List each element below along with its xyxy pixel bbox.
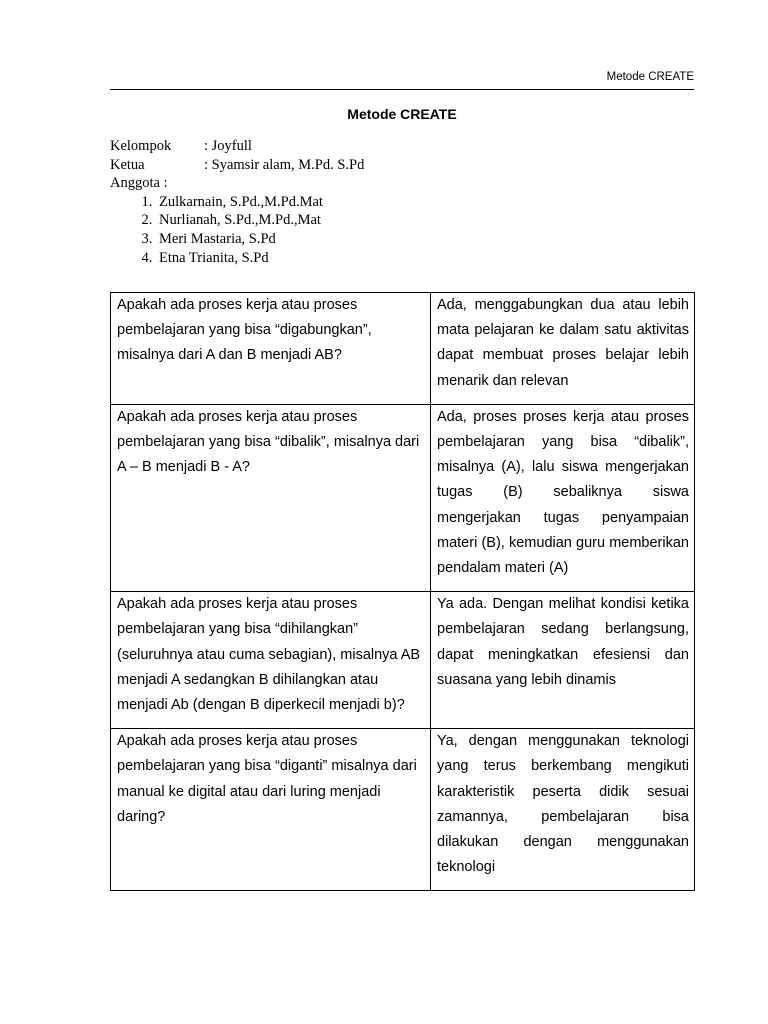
ketua-value: : Syamsir alam, M.Pd. S.Pd <box>204 156 365 173</box>
kelompok-row <box>110 137 364 156</box>
answer-cell: Ya, dengan menggunakan teknologi yang terus berkembang mengikuti karakteristik peserta didik sesuai zamannya, pembelajaran bisa dilakukan dengan menggunakan teknologi <box>431 729 695 891</box>
member-item: 1. Zulkarnain, S.Pd.,M.Pd.Mat <box>156 193 364 212</box>
question-cell: Apakah ada proses kerja atau proses pembelajaran yang bisa “dibalik”, misalnya dari A – B menjadi B - A? <box>111 404 431 591</box>
group-info <box>110 137 364 267</box>
table-row <box>111 729 695 891</box>
create-method-table <box>110 292 695 891</box>
document-title: Metode CREATE <box>347 106 457 122</box>
member-item: 4. Etna Trianita, S.Pd <box>156 249 364 268</box>
member-item: 2. Nurlianah, S.Pd.,M.Pd.,Mat <box>156 211 364 230</box>
running-title: Metode CREATE <box>606 71 694 83</box>
answer-cell: Ada, menggabungkan dua atau lebih mata pelajaran ke dalam satu aktivitas dapat membuat proses belajar lebih menarik dan relevan <box>431 293 695 405</box>
member-list <box>110 193 364 267</box>
table-row <box>111 592 695 729</box>
answer-cell: Ada, proses proses kerja atau proses pembelajaran yang bisa “dibalik”, misalnya (A), lalu siswa mengerjakan tugas (B) sebaliknya siswa mengerjakan tugas penyampaian materi (B), kemudian guru memberikan pendalam materi (A) <box>431 404 695 591</box>
question-cell: Apakah ada proses kerja atau proses pembelajaran yang bisa “digabungkan”, misalnya dari A dan B menjadi AB? <box>111 293 431 405</box>
ketua-row <box>110 156 364 175</box>
kelompok-value: : Joyfull <box>204 138 252 154</box>
question-cell: Apakah ada proses kerja atau proses pembelajaran yang bisa “diganti” misalnya dari manual ke digital atau dari luring menjadi daring? <box>111 729 431 891</box>
ketua-label: Ketua <box>110 156 145 173</box>
table-row <box>111 293 695 405</box>
member-item: 3. Meri Mastaria, S.Pd <box>156 230 364 249</box>
table-row <box>111 404 695 591</box>
answer-cell: Ya ada. Dengan melihat kondisi ketika pembelajaran sedang berlangsung, dapat meningkatkan efesiensi dan suasana yang lebih dinamis <box>431 592 695 729</box>
question-cell: Apakah ada proses kerja atau proses pembelajaran yang bisa “dihilangkan” (seluruhnya atau cuma sebagian), misalnya AB menjadi A sedangkan B dihilangkan atau menjadi Ab (dengan B diperkecil menjadi b)? <box>111 592 431 729</box>
kelompok-label: Kelompok <box>110 138 172 154</box>
page-header <box>110 68 694 90</box>
anggota-label: Anggota : <box>110 175 168 192</box>
